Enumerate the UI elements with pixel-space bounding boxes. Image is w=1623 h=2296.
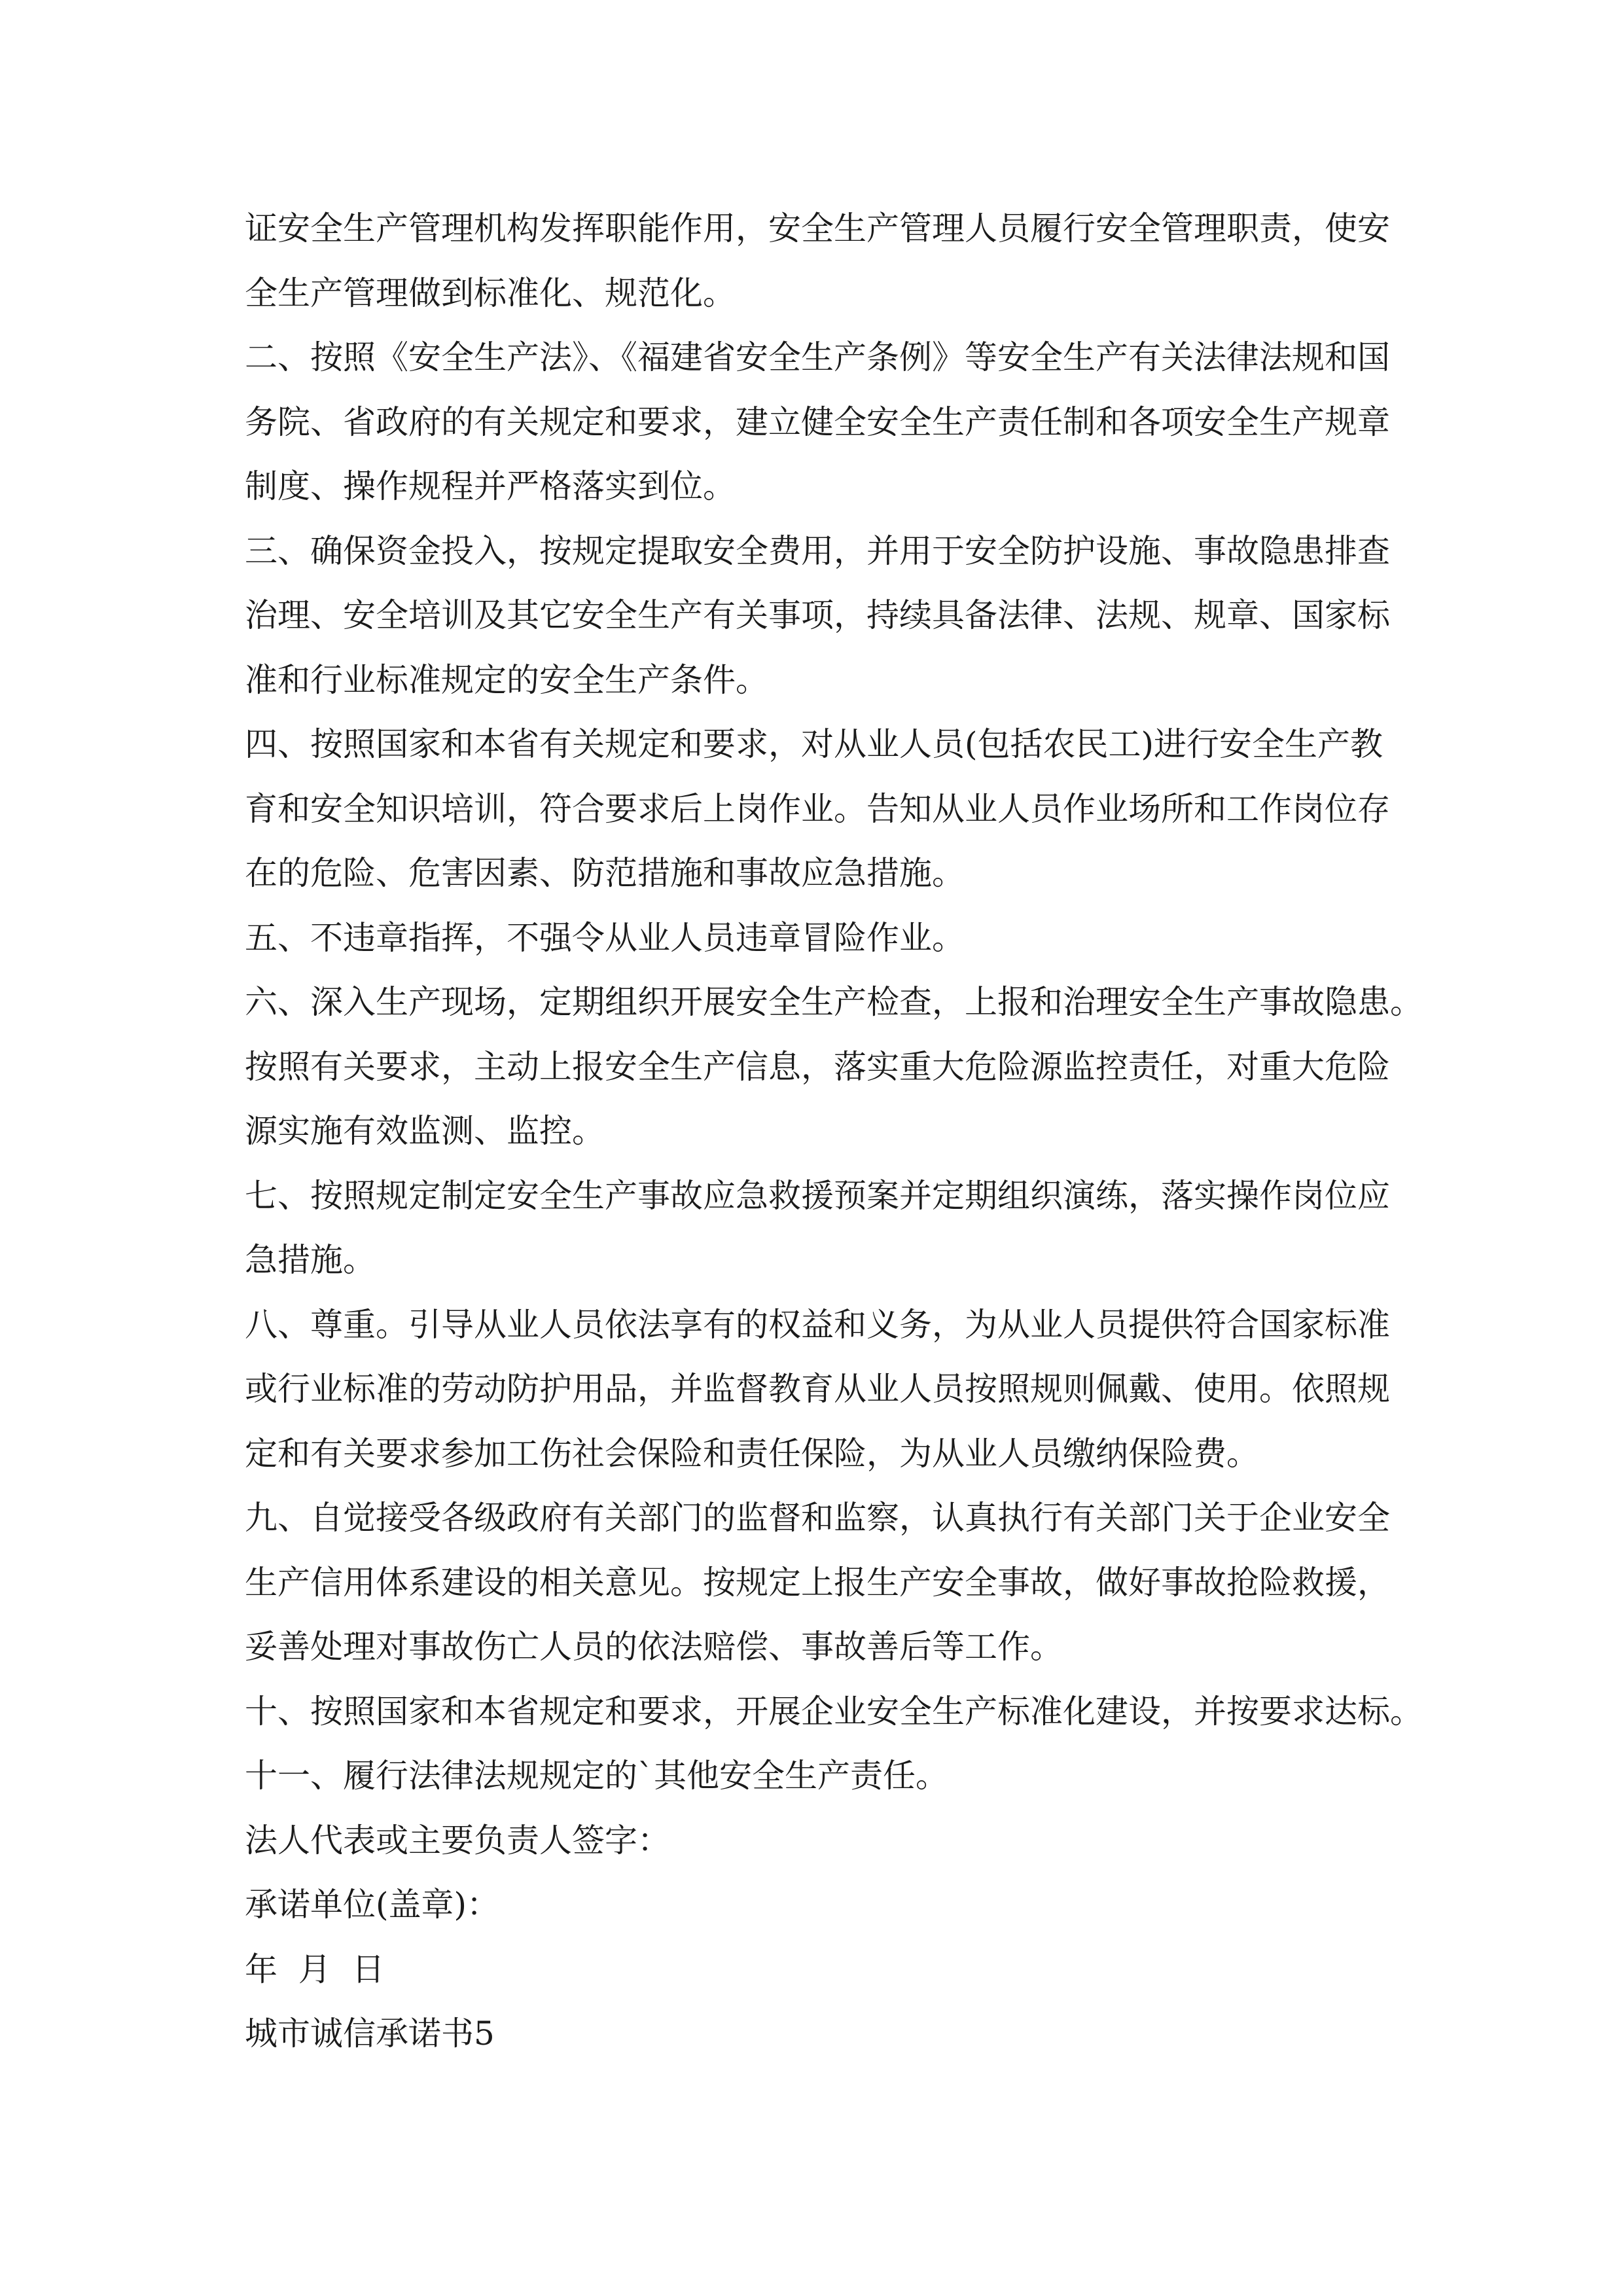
text-line: 年 月 日 (245, 1950, 385, 1988)
paragraph-item-4 (245, 712, 1390, 906)
text-line: 八、尊重。引导从业人员依法享有的权益和义务，为从业人员提供符合国家标准 (245, 1305, 1390, 1344)
text-line: 九、自觉接受各级政府有关部门的监督和监察，认真执行有关部门关于企业安全 (245, 1499, 1390, 1537)
text-line: 二、按照《安全生产法》、《福建省安全生产条例》等安全生产有关法律法规和国 (245, 338, 1390, 376)
text-line: 急措施。 (245, 1241, 376, 1279)
text-line: 五、不违章指挥，不强令从业人员违章冒险作业。 (245, 918, 965, 957)
text-line: 法人代表或主要负责人签字： (245, 1821, 670, 1859)
document-body (245, 196, 1423, 2066)
text-line: 七、按照规定制定安全生产事故应急救援预案并定期组织演练，落实操作岗位应 (245, 1176, 1390, 1215)
paragraph-item-5 (245, 906, 1383, 971)
text-line: 源实施有效监测、监控。 (245, 1112, 605, 1150)
text-line: 承诺单位(盖章)： (245, 1886, 500, 1924)
paragraph-item-9 (245, 1486, 1390, 1679)
text-line: 证安全生产管理机构发挥职能作用，安全生产管理人员履行安全管理职责，使安 (245, 209, 1390, 247)
paragraph-item-10 (245, 1679, 1423, 1744)
paragraph-item-3 (245, 519, 1390, 713)
text-line: 全生产管理做到标准化、规范化。 (245, 274, 736, 312)
signature-line (245, 1808, 1383, 1873)
paragraph-item-8 (245, 1293, 1390, 1486)
text-line: 按照有关要求，主动上报安全生产信息，落实重大危险源监控责任，对重大危险 (245, 1047, 1390, 1086)
text-line: 治理、安全培训及其它安全生产有关事项，持续具备法律、法规、规章、国家标 (245, 596, 1390, 634)
text-line: 育和安全知识培训，符合要求后上岗作业。告知从业人员作业场所和工作岗位存 (245, 789, 1390, 828)
date-line (245, 1937, 1383, 2002)
text-line: 妥善处理对事故伤亡人员的依法赔偿、事故善后等工作。 (245, 1628, 1063, 1666)
seal-line (245, 1873, 1383, 1937)
text-line: 在的危险、危害因素、防范措施和事故应急措施。 (245, 854, 965, 892)
text-line: 十一、履行法律法规规定的`其他安全生产责任。 (245, 1757, 948, 1795)
text-line: 务院、省政府的有关规定和要求，建立健全安全生产责任制和各项安全生产规章 (245, 403, 1390, 441)
text-line: 六、深入生产现场，定期组织开展安全生产检查，上报和治理安全生产事故隐患。 (245, 983, 1423, 1021)
text-line: 定和有关要求参加工伤社会保险和责任保险，为从业人员缴纳保险费。 (245, 1434, 1259, 1473)
text-line: 城市诚信承诺书5 (245, 2015, 495, 2053)
text-line: 制度、操作规程并严格落实到位。 (245, 467, 736, 505)
text-line: 十、按照国家和本省规定和要求，开展企业安全生产标准化建设，并按要求达标。 (245, 1692, 1423, 1731)
text-line: 或行业标准的劳动防护用品，并监督教育从业人员按照规则佩戴、使用。依照规 (245, 1370, 1390, 1408)
text-line: 三、确保资金投入，按规定提取安全费用，并用于安全防护设施、事故隐患排查 (245, 531, 1390, 570)
paragraph-item-6 (245, 970, 1423, 1164)
paragraph-intro-continued (245, 196, 1390, 325)
text-line: 四、按照国家和本省有关规定和要求，对从业人员(包括农民工)进行安全生产教 (245, 725, 1383, 763)
text-line: 生产信用体系建设的相关意见。按规定上报生产安全事故，做好事故抢险救援， (245, 1563, 1390, 1602)
paragraph-item-7 (245, 1164, 1390, 1293)
paragraph-item-11 (245, 1744, 1383, 1808)
text-line: 准和行业标准规定的安全生产条件。 (245, 660, 768, 699)
paragraph-item-2 (245, 325, 1390, 519)
section-title (245, 2001, 1383, 2066)
